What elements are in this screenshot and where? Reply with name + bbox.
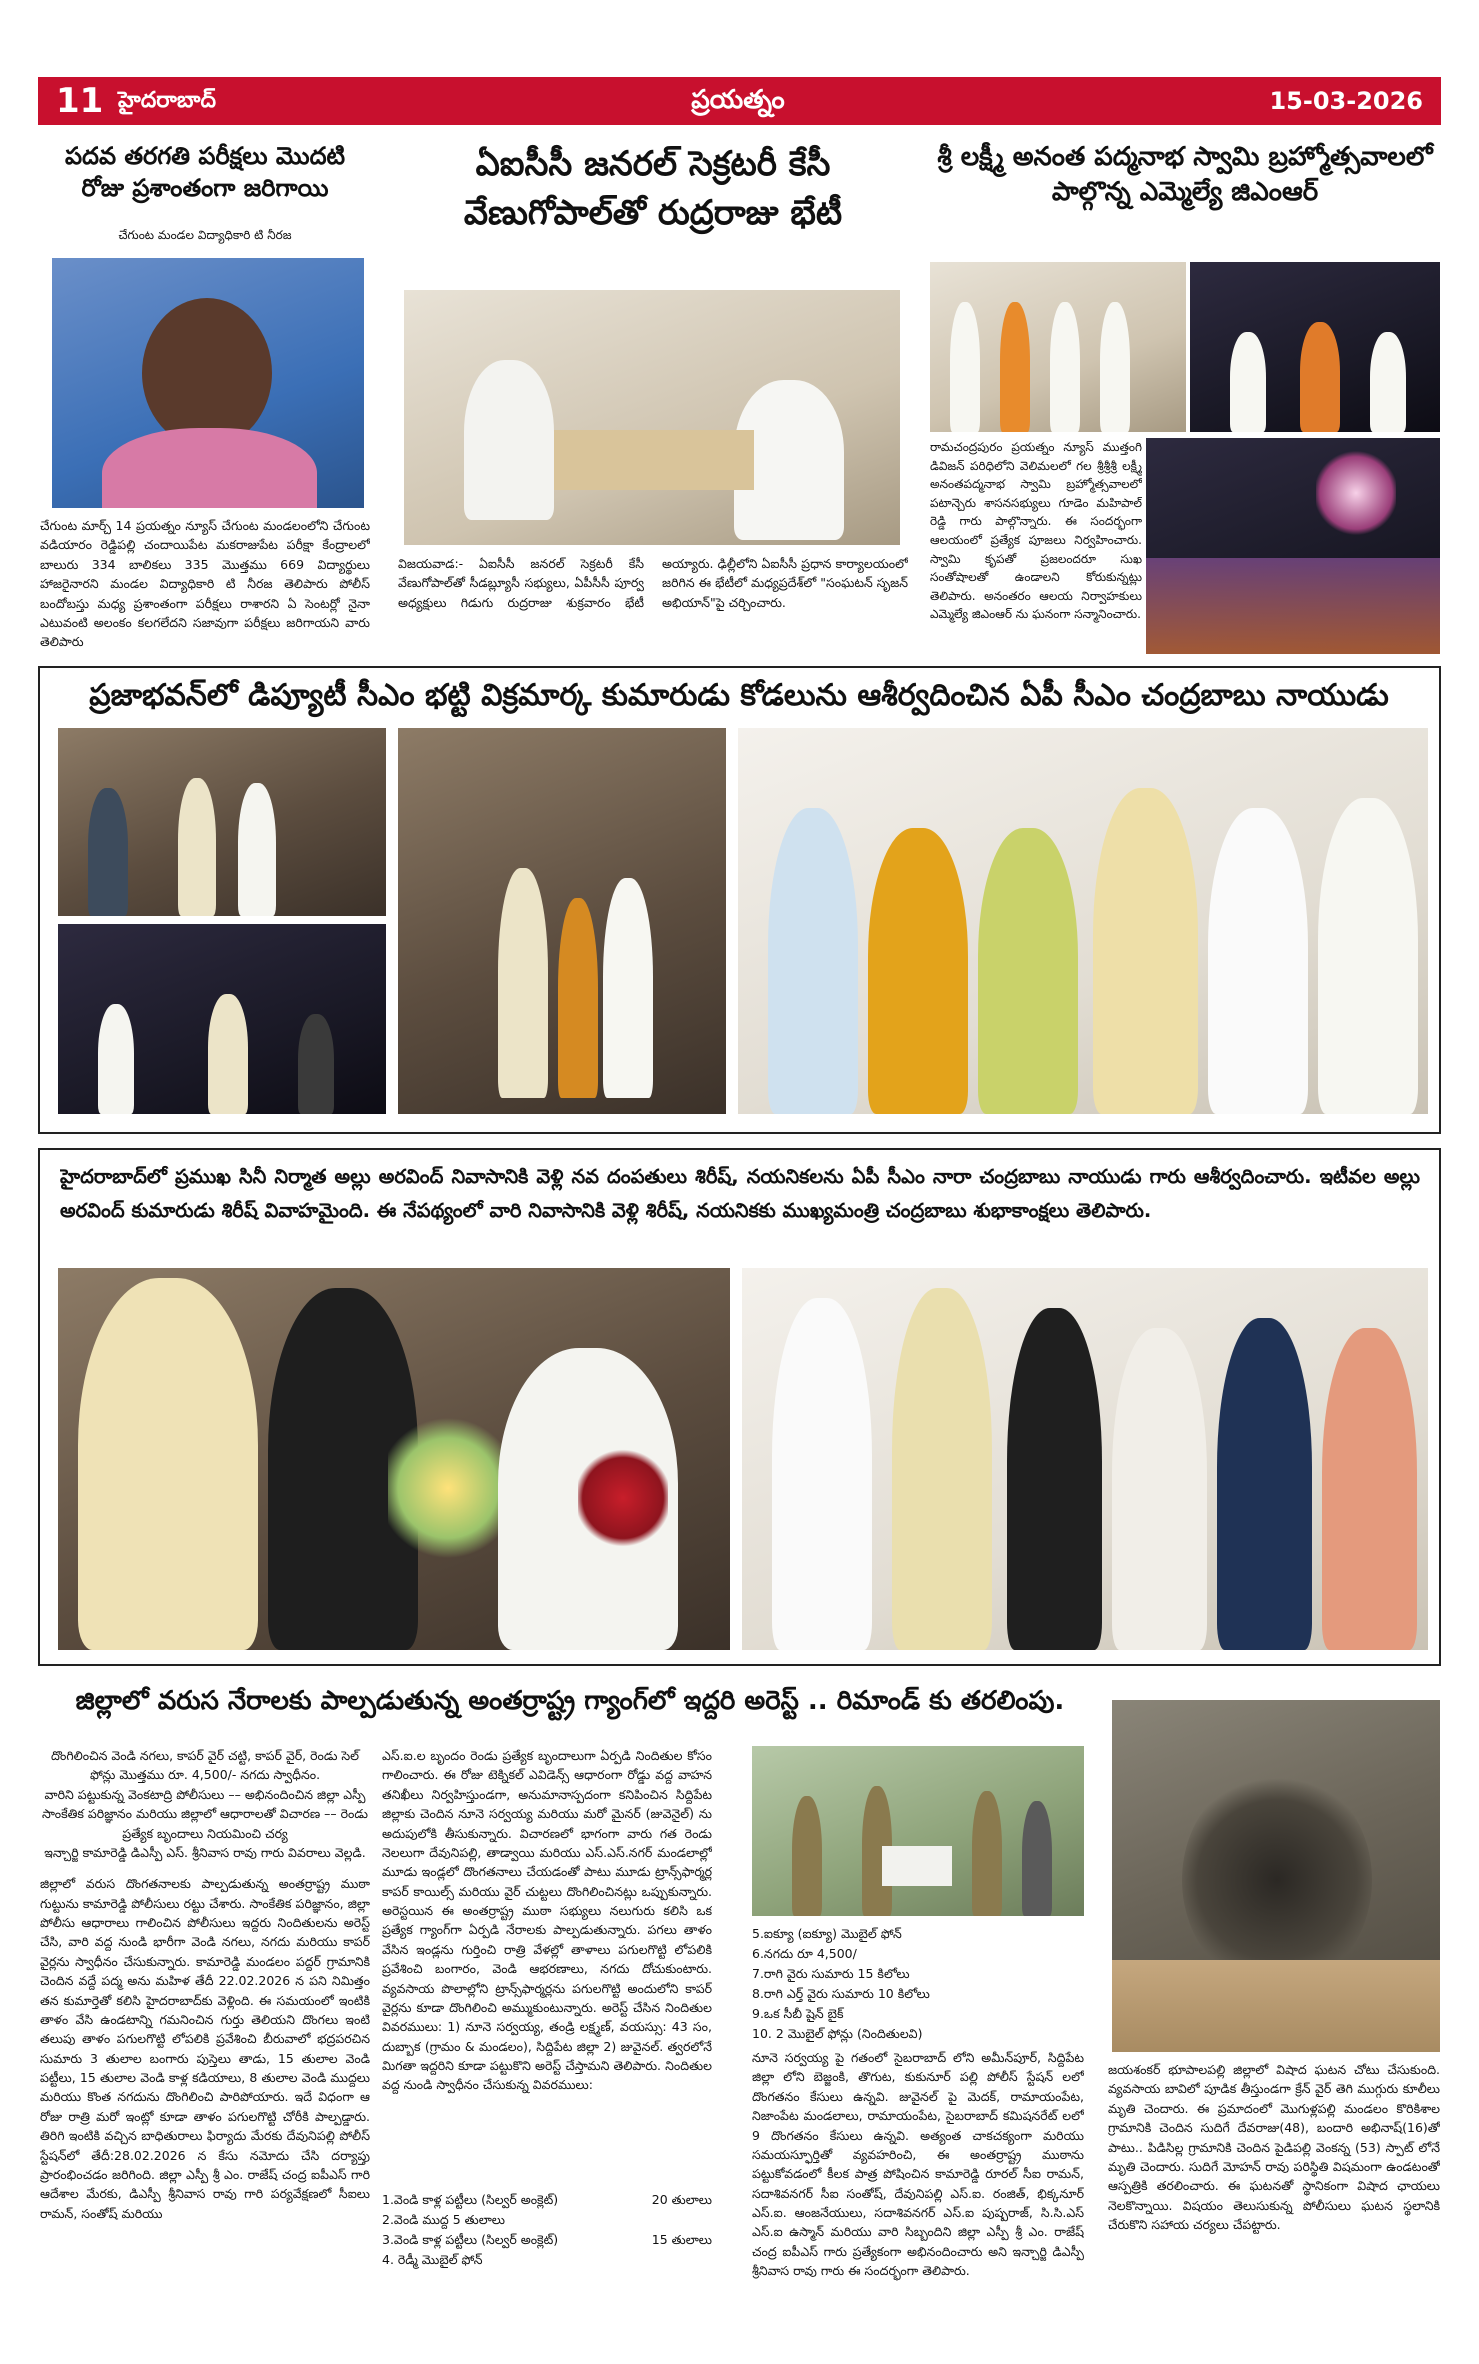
aicc-headline: ఏఐసీసీ జనరల్ సెక్రటరీ కేసీ వేణుగోపాల్‌తో రుద్రరాజు భేటీ: [463, 144, 843, 234]
gang-col1: [40, 1746, 370, 2336]
well-body: జయశంకర్ భూపాలపల్లి జిల్లాలో విషాద ఘటన చోటు చేసుకుంది. వ్యవసాయ బావిలో పూడిక తీస్తుండగా క్రేన్ వైర్ తెగి ముగ్గురు కూలీలు మృతి చెందారు. ఈ ప్రమాదంలో మొగుళ్లపల్లి మండలం కొరికిశాల గ్రామానికి చెందిన సుదిగే దేవరాజు(48), బందారి అభినాష్(16)తో పాటు.. పిడిసిల్ల గ్రామానికి చెందిన పైడిపల్లి వెంకన్న (53) స్పాట్ లోనే మృతి చెందారు. సుదిగే మోహన్ రావు పరిస్థితి విషమంగా ఉండటంతో ఆస్పత్రికి తరలించారు. ఈ ఘటనతో స్థానికంగా విషాద ఛాయలు నెలకొన్నాయి. విషయం తెలుసుకున్న పోలీసులు ఘటన స్థలానికి చేరుకొని సహాయ చర్యలు చేపట్టారు.: [1108, 2062, 1440, 2232]
recovered-item-3: 3.వెండి కాళ్ల పట్టీలు (సిల్వర్ అంక్లెట్) 15 తులాలు: [382, 2232, 712, 2247]
recovered-list: [382, 2190, 712, 2270]
gang-headline: జిల్లాలో వరుస నేరాలకు పాల్పడుతున్న అంతర్రాష్ట్ర గ్యాంగ్‌లో ఇద్దరి అరెస్ట్ .. రిమాండ్ కు తరలింపు.: [75, 1686, 1065, 1716]
prajabhavan-photo-2: [58, 924, 386, 1114]
allu-photo-2: [742, 1268, 1428, 1650]
col3-item-6: 10. 2 మొబైల్ ఫోన్లు (నిందితులవి): [752, 2026, 923, 2041]
gang-col1-body: జిల్లాలో వరుస దొంగతనాలకు పాల్పడుతున్న అంతర్రాష్ట్ర ముఠా గుట్టును కామారెడ్డి పోలీసులు రట్టు చేశారు. సాంకేతిక పరిజ్ఞానం, జిల్లా పోలీసు ఆధారాలు గాలించిన పోలీసులు ఇద్దరు నిందితులను అరెస్ట్ చేసి, వారి వద్ద నుండి భారీగా వెండి నగలు, నగదు మరియు కాపర్ వైర్లను స్వాధీనం చేసుకున్నారు. కామారెడ్డి మండలం పద్దర్ గ్రామానికి చెందిన వద్దే పద్మ అను మహిళ తేదీ 22.02.2026 న పని నిమిత్తం తన కుమార్తెతో కలిసి హైదరాబాద్‌కు వెళ్లింది. ఈ సమయంలో ఇంటికి తాళం వేసి ఉండటాన్ని గమనించిన గుర్తు తెలియని దొంగలు ఇంటి తలుపు తాళం పగులగొట్టి లోపలికి ప్రవేశించి బీరువాలో భద్రపరచిన సుమారు 3 తులాల బంగారు పుస్తెలు తాడు, 15 తులాల వెండి పట్టీలు, 15 తులాల వెండి కాళ్ల కడియాలు, 8 తులాల వెండి ముద్దలు మరియు కొంత నగదును దొంగిలించి పారిపోయారు. ఇదే విధంగా ఆ రోజు రాత్రి మరో ఇంట్లో కూడా తాళం పగులగొట్టి చోరీకి పాల్పడ్డారు. తిరిగి ఇంటికి వచ్చిన బాధితురాలు ఫిర్యాదు మేరకు దేవునిపల్లి పోలీస్ స్టేషన్‌లో తేదీ:28.02.2026 న కేసు నమోదు చేసి దర్యాప్తు ప్రారంభించడం జరిగింది. జిల్లా ఎస్పీ శ్రీ ఎం. రాజేష్ చంద్ర ఐపీఎస్ గారి ఆదేశాల మేరకు, డిఎస్పీ శ్రీనివాస రావు గారి పర్యవేక్షణలో సీఐలు రామన్, సంతోష్ మరియు: [40, 1876, 370, 2221]
exam-photo-caption: చేగుంట మండల విద్యాధికారి టి నీరజ: [118, 228, 292, 242]
temple-headline: శ్రీ లక్ష్మీ అనంత పద్మనాభ స్వామి బ్రహ్మోత్సవాలలో పాల్గొన్న ఎమ్మెల్యే జిఎంఆర్: [937, 142, 1433, 208]
recovered-item-4: 4. రెడ్మీ మొబైల్ ఫోన్: [382, 2252, 483, 2267]
temple-photo-2: [1190, 262, 1440, 432]
prajabhavan-box: [38, 666, 1441, 1134]
gang-intro-line-1: దొంగిలించిన వెండి నగలు, కాపర్ వైర్ చట్టి, కాపర్ వైర్, రెండు సెల్ ఫోన్లు మొత్తము రూ. 4,500/- నగదు స్వాధీనం.: [50, 1748, 360, 1783]
aicc-meeting-photo: [404, 290, 900, 545]
gang-col2-body: ఎస్.ఐ.ల బృందం రెండు ప్రత్యేక బృందాలుగా ఏర్పడి నిందితుల కోసం గాలించారు. ఈ రోజు టెక్నికల్ ఎవిడెన్స్ ఆధారంగా రోడ్డు వద్ద వాహన తనిఖీలు నిర్వహిస్తుండగా, అనుమానాస్పదంగా కనిపించిన సిద్దిపేట జిల్లాకు చెందిన నూనె సర్వయ్య మరియు మరో మైనర్ (జువెనైల్) ను అదుపులోకి తీసుకున్నారు. విచారణలో భాగంగా వారు గత రెండు నెలలుగా దేవునిపల్లి, తాడ్వాయి మరియు ఎస్.ఎస్.నగర్ మండలాల్లో మూడు ఇండ్లలో దొంగతనాలు చేయడంతో పాటు మూడు ట్రాన్స్‌ఫార్మర్ల కాపర్ కాయిల్స్ మరియు వైర్ చుట్టలు దొంగిలించినట్లు ఒప్పుకున్నారు. అరెస్టయిన ఈ అంతర్రాష్ట్ర ముఠా సభ్యులు నలుగురు కలిసి ఒక ప్రత్యేక గ్యాంగ్‌గా ఏర్పడి నేరాలకు పాల్పడుతున్నారు. పగలు తాళం వేసిన ఇండ్లను గుర్తించి రాత్రి వేళల్లో తాళాలు పగులగొట్టి లోపలికి ప్రవేశించి బంగారం, వెండి ఆభరణాలు, నగదు దోచుకుంటారు. వ్యవసాయ పొలాల్లోని ట్రాన్స్‌ఫార్మర్లను పగులగొట్టి అందులోని కాపర్ వైర్లను కూడా దొంగిలించి అమ్ముకుంటున్నారు. అరెస్ట్ చేసిన నిందితుల వివరములు: 1) నూనె సర్వయ్య, తండ్రి లక్ష్మణ్, వయస్సు: 43 సం, దుబ్బాక (గ్రామం & మండలం), సిద్దిపేట జిల్లా 2) జువైనల్. త్వరలోనే మిగతా ఇద్దరిని కూడా పట్టుకొని అరెస్ట్ చేస్తామని తెలిపారు. నిందితుల వద్ద నుండి స్వాధీనం చేసుకున్న వివరములు:: [382, 1748, 712, 2093]
gang-col3-body: నూనె సర్వయ్య పై గతంలో సైబరాబాద్ లోని అమీన్‌పూర్, సిద్దిపేట జిల్లా లోని బెజ్జంకి, తొగుట, కుకునూర్ పల్లి పోలీస్ స్టేషన్ లలో దొంగతనం కేసులు ఉన్నవి. జువైనల్ పై మెదక్, రామాయంపేట, నిజాంపేట మండలాలు, రామాయంపేట, సైబరాబాద్ కమిషనరేట్ లలో 9 దొంగతనం కేసులు ఉన్నవి. అత్యంత చాకచక్యంగా మరియు సమయస్ఫూర్తితో వ్యవహరించి, ఈ అంతర్రాష్ట్ర ముఠాను పట్టుకోవడంలో కీలక పాత్ర పోషించిన కామారెడ్డి రూరల్ సీఐ రామన్, సదాశివనగర్ సీఐ సంతోష్, దేవునిపల్లి ఎస్.ఐ. రంజిత్, భిక్కనూర్ ఎస్.ఐ. ఆంజనేయులు, సదాశివనగర్ ఎస్.ఐ పుష్పరాజ్, సి.సి.ఎస్ ఎస్.ఐ ఉస్మాన్ మరియు వారి సిబ్బందిని జిల్లా ఎస్పీ శ్రీ ఎం. రాజేష్ చంద్ర ఐపీఎస్ గారు ప్రత్యేకంగా అభినందించారు అని ఇన్చార్జి డిఎస్పీ శ్రీనివాస రావు గారు ఈ సందర్భంగా తెలిపారు.: [752, 2050, 1084, 2279]
paper-name: ప్రయత్నం: [691, 85, 785, 115]
temple-body: రామచంద్రపురం ప్రయత్నం న్యూస్ ముత్తంగి డివిజన్ పరిధిలోని వెలిమలలో గల శ్రీశ్రీశ్రీ లక్ష్మీ అనంతపద్మనాభ స్వామి బ్రహ్మోత్సవాలలో పటాన్చెరు శాసనసభ్యులు గూడెం మహిపాల్ రెడ్డి గారు పాల్గొన్నారు. ఈ సందర్భంగా ఆలయంలో ప్రత్యేక పూజలు నిర్వహించారు. స్వామి కృపతో ప్రజలందరూ సుఖ సంతోషాలతో ఉండాలని కోరుకున్నట్లు తెలిపారు. అనంతరం ఆలయ నిర్వాహకులు ఎమ్మెల్యే జిఎంఆర్ ను ఘనంగా సన్మానించారు.: [930, 440, 1142, 622]
masthead-bar: [38, 77, 1441, 125]
col3-item-5: 9.ఒక సీబీ షైన్ బైక్: [752, 2006, 844, 2021]
well-photo: [1112, 1700, 1440, 2052]
col3-item-1: 5.ఐక్యూ (ఐక్యూ) మొబైల్ ఫోన్: [752, 1926, 902, 1941]
allu-body: హైదరాబాద్‌లో ప్రముఖ సినీ నిర్మాత అల్లు అరవింద్ నివాసానికి వెళ్లి నవ దంపతులు శిరీష్, నయనికలను ఏపీ సీఎం నారా చంద్రబాబు నాయుడు గారు ఆశీర్వదించారు. ఇటీవల అల్లు అరవింద్ కుమారుడు శిరీష్ వివాహమైంది. ఈ నేపథ్యంలో వారి నివాసానికి వెళ్లి శిరీష్, నయనికకు ముఖ్యమంత్రి చంద్రబాబు శుభాకాంక్షలు తెలిపారు.: [60, 1165, 1420, 1222]
temple-photo-1: [930, 262, 1186, 432]
page-number: 11: [56, 81, 104, 121]
gang-col3: [752, 1924, 1084, 2336]
exam-headline: పదవ తరగతి పరీక్షలు మొదటి రోజు ప్రశాంతంగా జరిగాయి: [64, 142, 346, 203]
prajabhavan-photo-4: [738, 728, 1428, 1114]
prajabhavan-photo-3: [398, 728, 726, 1114]
temple-photo-3: [1146, 438, 1440, 654]
gang-intro-line-3: సాంకేతిక పరిజ్ఞానం మరియు జిల్లాలో ఆధారాలతో విచారణ –– రెండు ప్రత్యేక బృందాలు నియమించి చర్య: [42, 1806, 368, 1841]
prajabhavan-photo-1: [58, 728, 386, 916]
exam-officer-photo: [52, 258, 364, 508]
exam-body: చేగుంట మార్చ్ 14 ప్రయత్నం న్యూస్ చేగుంట మండలంలోని చేగుంట వడియారం రెడ్డిపల్లి చందాయిపేట మకరాజుపేట పరీక్షా కేంద్రాలలో బాలురు 334 బాలికలు 335 మొత్తము 669 విద్యార్థులు హాజరైనారని మండల విద్యాధికారి టి నీరజ తెలిపారు పోలీస్ బందోబస్తు మధ్య ప్రశాంతంగా పరీక్షలు రాశారని ఏ సెంటర్లో నైనా ఎటువంటి అలంకం కలగలేదని సజావుగా పరీక్షలు జరిగాయని వారు తెలిపారు: [40, 518, 370, 650]
city-name: హైదరాబాద్: [118, 88, 216, 113]
col3-items: [752, 1924, 1084, 2044]
prajabhavan-headline: ప్రజాభవన్‌లో డిప్యూటీ సీఎం భట్టి విక్రమార్క కుమారుడు కోడలును ఆశీర్వదించిన ఏపీ సీఎం చంద్రబాబు నాయుడు: [89, 678, 1389, 713]
gang-police-photo: [752, 1746, 1084, 1916]
col3-item-2: 6.నగదు రూ 4,500/: [752, 1946, 857, 1961]
gang-intro: [40, 1746, 370, 1862]
gang-intro-line-2: వారిని పట్టుకున్న వెంకటాద్రి పోలీసులు –– అభినందించిన జిల్లా ఎస్పీ: [44, 1786, 366, 1802]
recovered-item-1: 1.వెండి కాళ్ల పట్టీలు (సిల్వర్ అంక్లెట్) 20 తులాలు: [382, 2192, 712, 2207]
col3-item-3: 7.రాగి వైరు సుమారు 15 కిలోలు: [752, 1966, 910, 1981]
allu-photo-1: [58, 1268, 730, 1650]
allu-box: [38, 1148, 1441, 1666]
issue-date: 15-03-2026: [1269, 87, 1423, 115]
gang-col2: [382, 1746, 712, 2336]
gang-intro-line-4: ఇన్చార్జి కామారెడ్డి డిఎస్పీ ఎస్. శ్రీనివాస రావు గారు వివరాలు వెల్లడి.: [44, 1844, 366, 1860]
recovered-item-2: 2.వెండి ముద్ద 5 తులాలు: [382, 2212, 505, 2227]
col3-item-4: 8.రాగి ఎర్త్ వైరు సుమారు 10 కిలోలు: [752, 1986, 930, 2001]
aicc-body: విజయవాడ:- ఏఐసీసీ జనరల్ సెక్రటరీ కేసీ వేణుగోపాల్‌తో సీడబ్ల్యూసీ సభ్యులు, ఏపీసీసీ పూర్వ అధ్యక్షులు గిడుగు రుద్రరాజు శుక్రవారం భేటీ అయ్యారు. ఢిల్లీలోని ఏఐసీసీ ప్రధాన కార్యాలయంలో జరిగిన ఈ భేటీలో మధ్యప్రదేశ్‌లో "సంఘటన్ సృజన్ అభియాన్"పై చర్చించారు.: [398, 556, 908, 610]
